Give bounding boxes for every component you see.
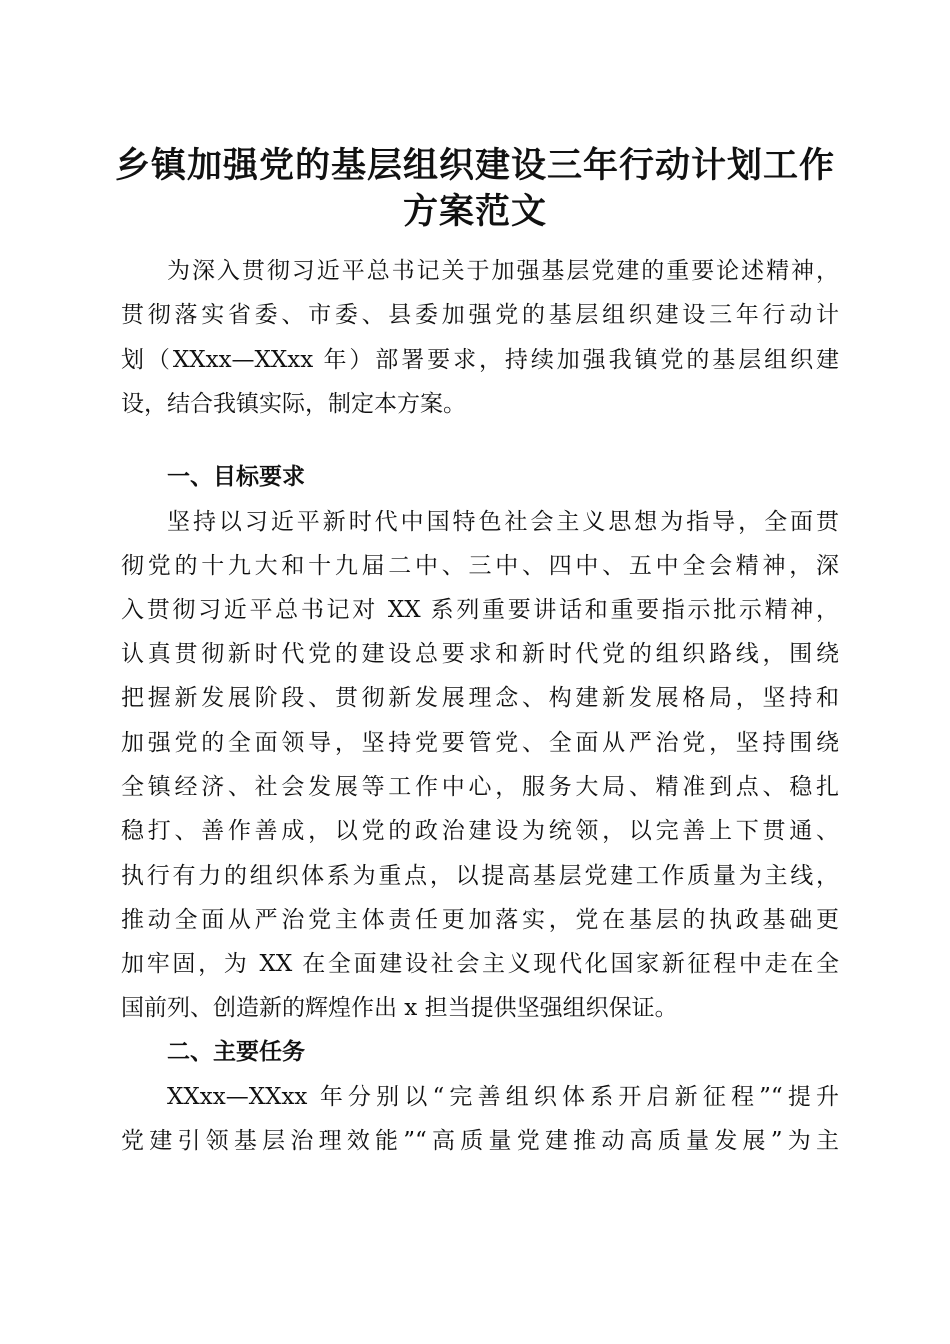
section1-line: 稳打、善作善成，以党的政治建设为统领，以完善上下贯通、 <box>121 818 839 844</box>
section1-line: 加强党的全面领导，坚持党要管党、全面从严治党，坚持围绕 <box>121 730 839 756</box>
intro-line: 设，结合我镇实际，制定本方案。 <box>121 391 466 417</box>
section1-line: 认真贯彻新时代党的建设总要求和新时代党的组织路线，围绕 <box>121 641 839 667</box>
section1-line: 推动全面从严治党主体责任更加落实，党在基层的执政基础更 <box>121 907 839 933</box>
document-title-line-1: 乡镇加强党的基层组织建设三年行动计划工作 <box>114 145 835 186</box>
intro-line: 贯彻落实省委、市委、县委加强党的基层组织建设三年行动计 <box>121 302 839 328</box>
section2-line: XXxx—XXxx 年分别以“完善组织体系开启新征程”“提升 <box>167 1084 839 1110</box>
section1-line: 把握新发展阶段、贯彻新发展理念、构建新发展格局，坚持和 <box>121 685 839 711</box>
section2-line: 党建引领基层治理效能”“高质量党建推动高质量发展”为主 <box>121 1128 839 1154</box>
section-heading-tasks: 二、主要任务 <box>167 1039 305 1065</box>
section1-line: 入贯彻习近平总书记对 XX 系列重要讲话和重要指示批示精神， <box>121 597 839 623</box>
section1-line: 加牢固，为 XX 在全面建设社会主义现代化国家新征程中走在全 <box>121 951 839 977</box>
document-title-line-2: 方案范文 <box>402 191 547 232</box>
section1-line: 全镇经济、社会发展等工作中心，服务大局、精准到点、稳扎 <box>121 774 839 800</box>
section-heading-goals: 一、目标要求 <box>167 464 305 490</box>
section1-line: 坚持以习近平新时代中国特色社会主义思想为指导，全面贯 <box>167 509 839 535</box>
intro-line: 为深入贯彻习近平总书记关于加强基层党建的重要论述精神， <box>167 258 839 284</box>
section1-line: 执行有力的组织体系为重点，以提高基层党建工作质量为主线， <box>121 863 839 889</box>
intro-line: 划（XXxx—XXxx 年）部署要求，持续加强我镇党的基层组织建 <box>121 347 839 373</box>
section1-line: 彻党的十九大和十九届二中、三中、四中、五中全会精神，深 <box>121 553 839 579</box>
section1-line: 国前列、创造新的辉煌作出 x 担当提供坚强组织保证。 <box>121 995 678 1021</box>
